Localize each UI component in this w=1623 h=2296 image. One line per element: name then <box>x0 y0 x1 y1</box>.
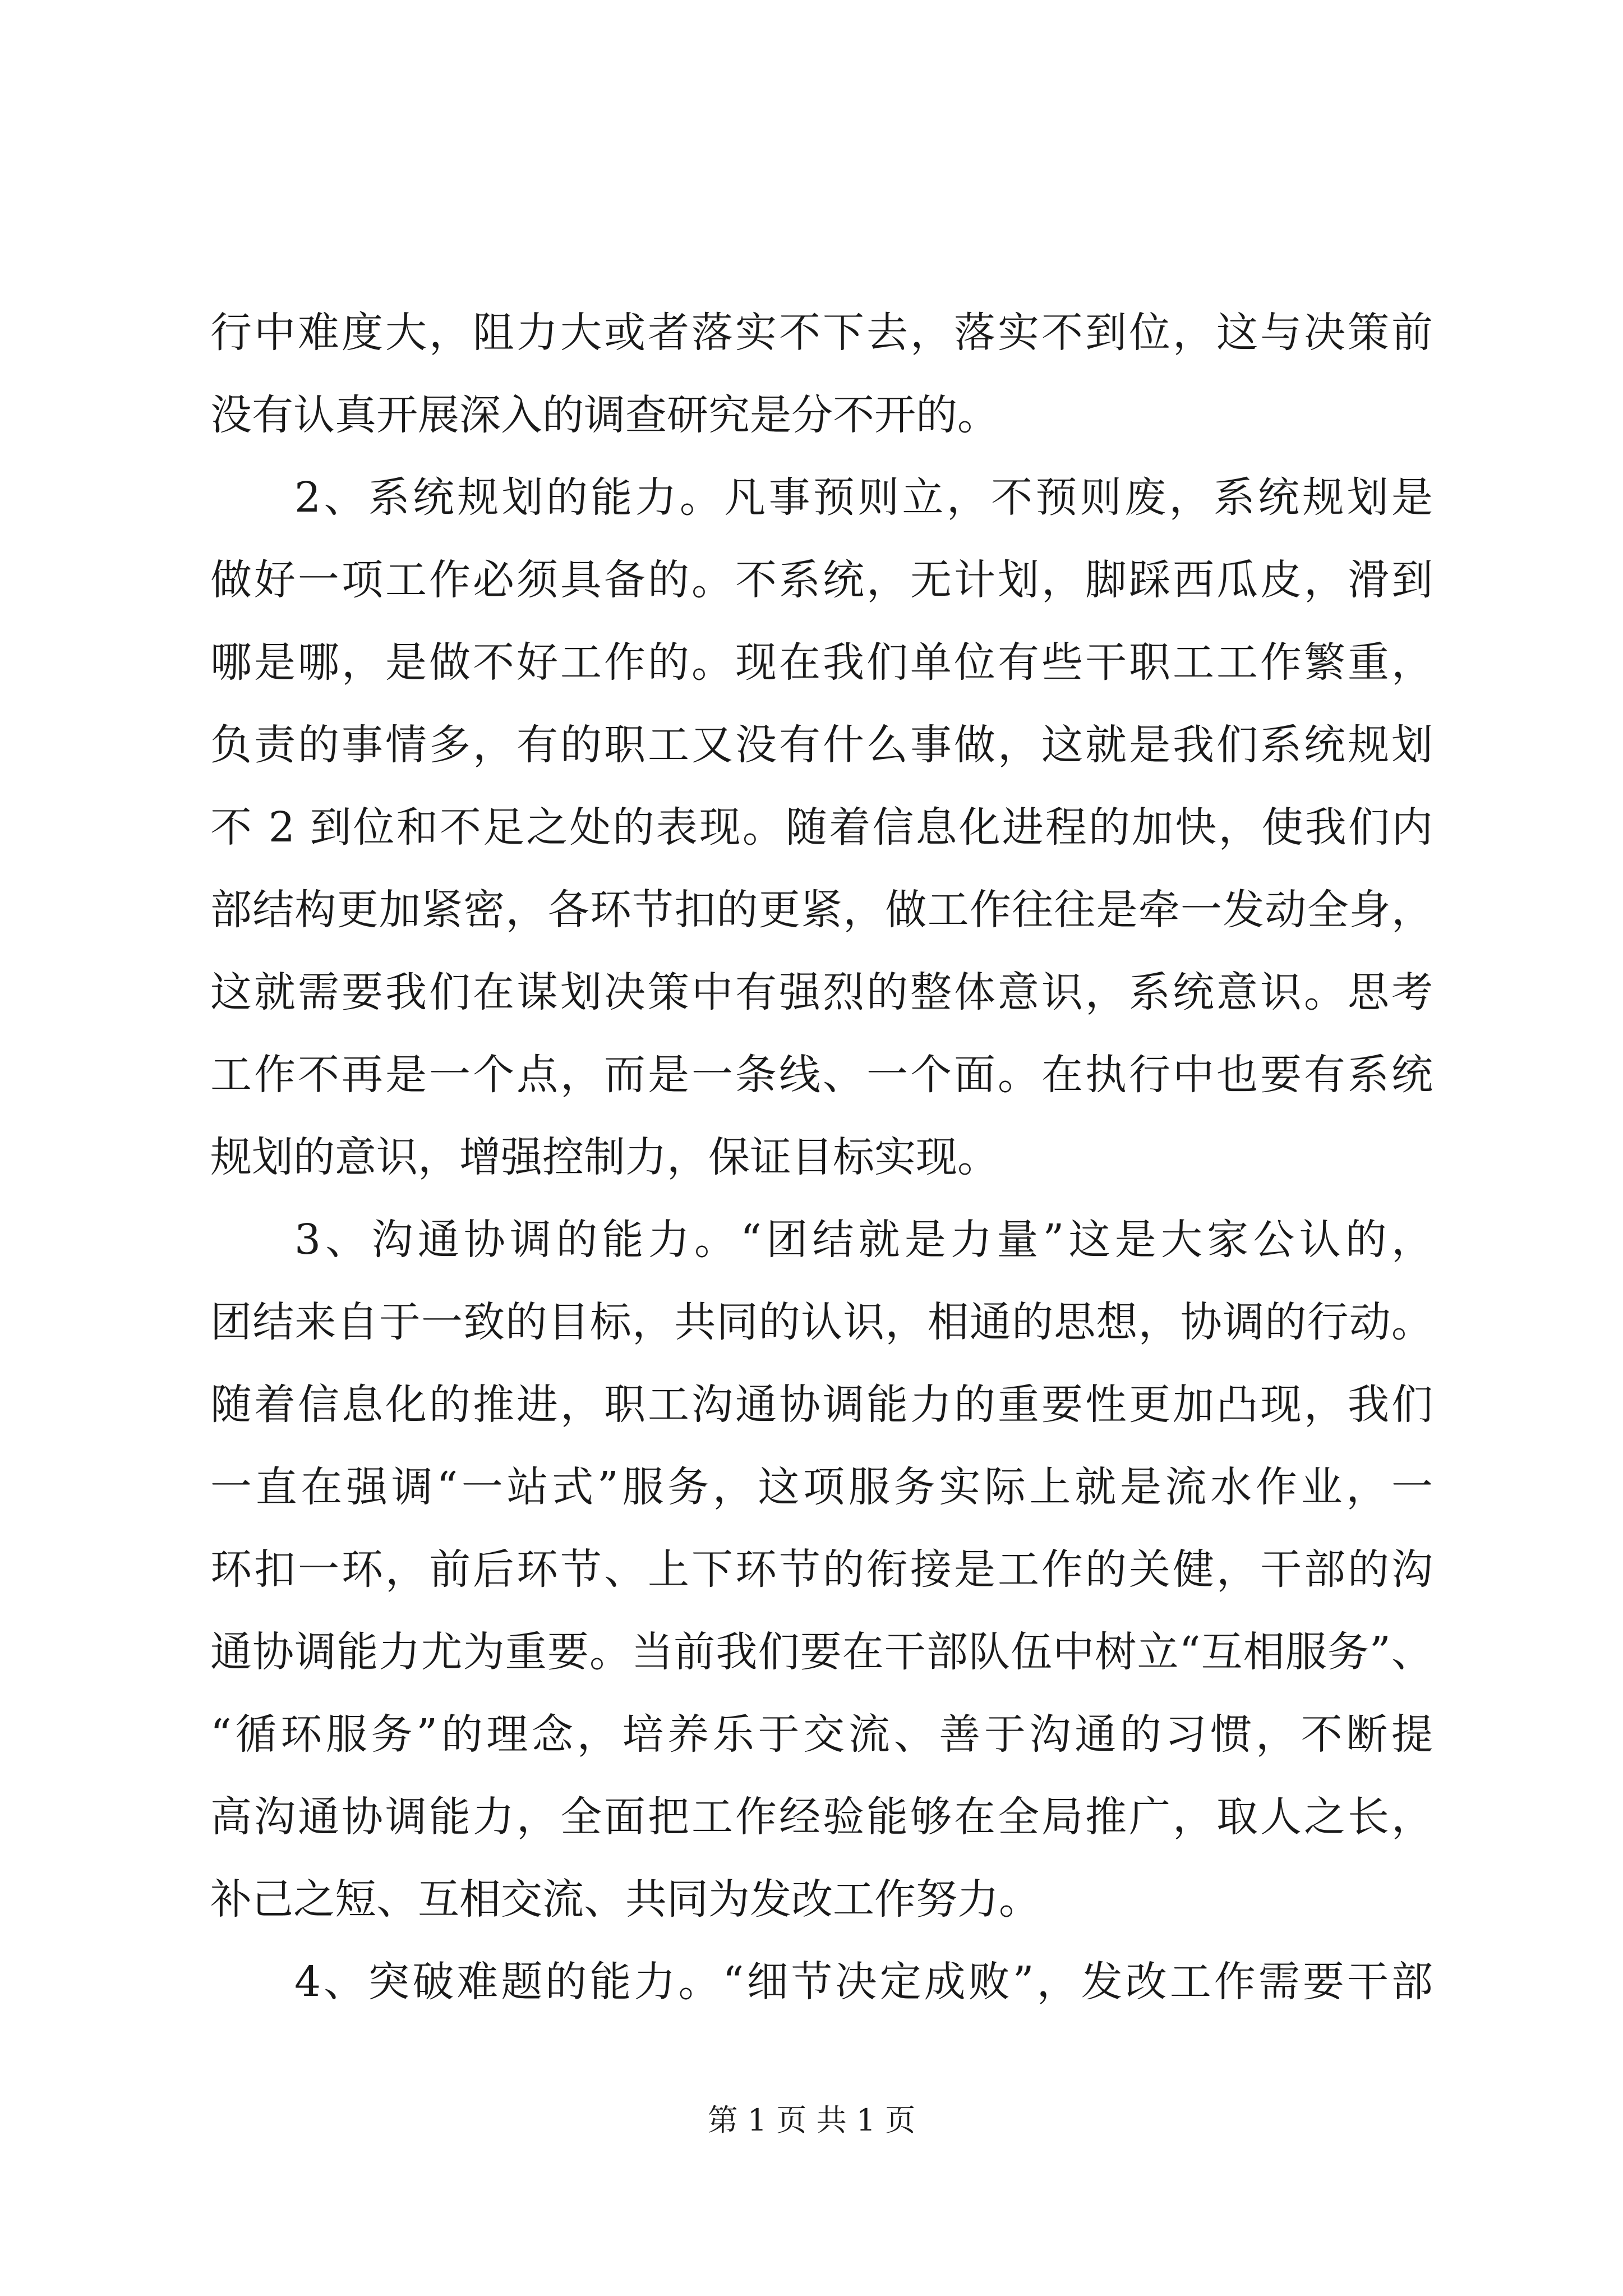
text-line: 2、系统规划的能力。凡事预则立，不预则废，系统规划是 <box>294 473 1433 522</box>
text-line: 工作不再是一个点，而是一条线、一个面。在执行中也要有系统 <box>210 1051 1433 1099</box>
text-line: 规划的意识，增强控制力，保证目标实现。 <box>210 1133 999 1181</box>
text-line: 没有认真开展深入的调查研究是分不开的。 <box>210 391 999 439</box>
page-footer: 第 1 页 共 1 页 <box>707 2102 916 2138</box>
text-line: 哪是哪，是做不好工作的。现在我们单位有些干职工工作繁重， <box>210 638 1433 687</box>
text-line: 行中难度大，阻力大或者落实不下去，落实不到位，这与决策前 <box>210 309 1433 357</box>
text-line: 4、突破难题的能力。“细节决定成败”，发改工作需要干部 <box>294 1958 1433 2006</box>
text-line: 部结构更加紧密，各环节扣的更紧，做工作往往是牵一发动全身， <box>210 886 1433 934</box>
text-line: 补己之短、互相交流、共同为发改工作努力。 <box>210 1875 1040 1924</box>
text-line: 不 2 到位和不足之处的表现。随着信息化进程的加快，使我们内 <box>210 803 1433 852</box>
text-line: 一直在强调“一站式”服务，这项服务实际上就是流水作业，一 <box>210 1463 1433 1511</box>
text-line: 通协调能力尤为重要。当前我们要在干部队伍中树立“互相服务”、 <box>210 1628 1433 1676</box>
text-line: 做好一项工作必须具备的。不系统，无计划，脚踩西瓜皮，滑到 <box>210 556 1433 604</box>
text-line: 高沟通协调能力，全面把工作经验能够在全局推广，取人之长， <box>210 1793 1433 1841</box>
document-body <box>210 292 1433 2023</box>
text-line: “循环服务”的理念，培养乐于交流、善于沟通的习惯，不断提 <box>210 1710 1433 1759</box>
text-line: 负责的事情多，有的职工又没有什么事做，这就是我们系统规划 <box>210 721 1433 769</box>
text-line: 团结来自于一致的目标，共同的认识，相通的思想，协调的行动。 <box>210 1298 1433 1346</box>
text-line: 3、沟通协调的能力。“团结就是力量”这是大家公认的， <box>294 1216 1433 1264</box>
text-line: 环扣一环，前后环节、上下环节的衔接是工作的关健，干部的沟 <box>210 1545 1433 1594</box>
text-line: 随着信息化的推进，职工沟通协调能力的重要性更加凸现，我们 <box>210 1381 1433 1429</box>
text-line: 这就需要我们在谋划决策中有强烈的整体意识，系统意识。思考 <box>210 968 1433 1016</box>
